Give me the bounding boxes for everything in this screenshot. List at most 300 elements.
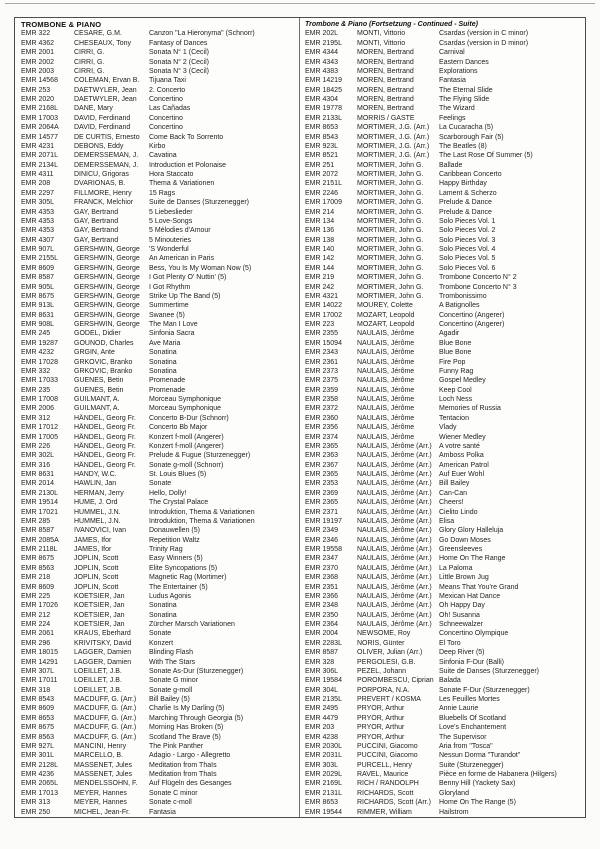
emr-number: EMR 8653: [305, 124, 339, 132]
composer: JOPLIN, Scott: [74, 583, 119, 591]
emr-number: EMR 2195L: [305, 39, 342, 47]
title: I Got Plenty O' Nuttin' (5): [149, 274, 227, 282]
composer: NAULAIS, Jérôme (Arr.): [357, 564, 432, 572]
table-row: [21, 339, 299, 348]
title: An American in Paris: [149, 255, 214, 263]
composer: MOZART, Leopold: [357, 321, 415, 328]
emr-number: EMR 2065L: [21, 780, 58, 788]
table-row: [21, 67, 299, 76]
emr-number: EMR 8587: [21, 274, 55, 282]
composer: KRIVITSKY, David: [74, 639, 132, 647]
table-row: [305, 311, 585, 320]
title: American Patrol: [439, 461, 489, 469]
emr-number: EMR 14022: [305, 302, 342, 310]
composer: NAULAIS, Jérôme: [357, 358, 415, 366]
emr-number: EMR 19197: [305, 517, 342, 525]
table-row: [21, 676, 299, 685]
emr-number: EMR 913L: [21, 302, 55, 310]
composer: MORTIMER, John G.: [357, 264, 424, 272]
table-row: [21, 329, 299, 338]
composer: PEZEL, Johann: [357, 667, 407, 675]
composer: KRAUS, Eberhard: [74, 630, 131, 638]
emr-number: EMR 2001: [21, 49, 55, 57]
composer: MOREN, Bertrand: [357, 49, 414, 57]
table-row: [21, 686, 299, 695]
emr-number: EMR 2061: [21, 630, 55, 638]
emr-number: EMR 332: [21, 367, 51, 375]
composer: MACDUFF, G. (Arr.): [74, 696, 137, 703]
title: Concertino Olympique: [439, 630, 509, 638]
emr-number: EMR 4362: [21, 39, 55, 47]
title: Cavatina: [149, 152, 177, 160]
composer: NAULAIS, Jérôme: [357, 396, 415, 403]
composer: MORTIMER, John G.: [357, 255, 424, 263]
composer: HUME, J. Ord: [74, 499, 118, 507]
emr-number: EMR 2373: [305, 367, 339, 375]
title: Blue Bone: [439, 349, 472, 357]
composer: GUILMANT, A.: [74, 405, 120, 413]
table-row: [305, 517, 585, 526]
emr-number: EMR 4231: [21, 142, 55, 150]
title: Prelude & Dance: [439, 208, 492, 216]
emr-number: EMR 2347: [305, 555, 339, 563]
composer: KOETSIER, Jan: [74, 621, 125, 628]
table-row: [21, 695, 299, 704]
composer: GERSHWIN, George: [74, 255, 140, 263]
emr-number: EMR 2346: [305, 536, 339, 544]
table-row: [305, 95, 585, 104]
title: Concertino (Angerer): [439, 311, 505, 319]
composer: MONTI, Vittorio: [357, 39, 406, 47]
emr-number: EMR 306L: [305, 667, 339, 675]
table-row: [305, 67, 585, 76]
composer: NAULAIS, Jérôme: [357, 433, 415, 441]
table-row: [21, 414, 299, 423]
title: Csardas (version in D minor): [439, 39, 529, 47]
composer: MACDUFF, G. (Arr.): [74, 733, 137, 741]
composer: NAULAIS, Jérôme: [357, 386, 415, 394]
emr-number: EMR 242: [305, 283, 335, 291]
composer: MORTIMER, John G.: [357, 227, 424, 235]
composer: HUMMEL, J.N.: [74, 517, 121, 525]
composer: NAULAIS, Jérôme (Arr.): [357, 517, 432, 525]
table-row: [305, 695, 585, 704]
title: Oh! Susanna: [439, 611, 480, 619]
composer: NAULAIS, Jérôme (Arr.): [357, 621, 432, 628]
emr-number: EMR 328: [305, 658, 335, 666]
emr-number: EMR 223: [305, 321, 335, 328]
composer: JOPLIN, Scott: [74, 564, 119, 572]
emr-number: EMR 225: [21, 592, 51, 600]
table-row: [305, 442, 585, 451]
column-left: [15, 18, 299, 817]
title: Thema & Variationen: [149, 180, 215, 188]
title: Happy Birthday: [439, 180, 487, 188]
composer: NAULAIS, Jérôme (Arr.): [357, 546, 432, 553]
table-row: [305, 789, 585, 798]
emr-number: EMR 2370: [305, 564, 339, 572]
emr-number: EMR 18015: [21, 649, 58, 657]
composer: PERGOLESI, G.B.: [357, 658, 416, 666]
emr-number: EMR 2072: [305, 171, 339, 178]
title: 5 Love-Songs: [149, 217, 193, 225]
emr-number: EMR 19544: [305, 808, 342, 816]
emr-number: EMR 2085A: [21, 536, 59, 544]
title: Sinfonia Sacra: [149, 330, 195, 338]
table-row: [21, 358, 299, 367]
title: Deep River (5): [439, 649, 485, 657]
emr-number: EMR 4236: [21, 771, 55, 778]
composer: COLEMAN, Ervan B.: [74, 77, 140, 85]
title: Donauwellen (5): [149, 527, 200, 535]
emr-number: EMR 19287: [21, 339, 58, 347]
title: 5 Mélodies d'Amour: [149, 227, 211, 235]
table-row: [21, 367, 299, 376]
emr-number: EMR 17005: [21, 433, 58, 441]
title: Scarborough Fair (5): [439, 133, 504, 141]
composer: DINICU, Grigoras: [74, 171, 129, 178]
title: Keep Cool: [439, 386, 472, 394]
emr-number: EMR 2343: [305, 349, 339, 357]
title: 2. Concerto: [149, 86, 186, 94]
title: Magnetic Rag (Mortimer): [149, 574, 227, 582]
table-row: [21, 442, 299, 451]
composer: PRYOR, Arthur: [357, 714, 405, 722]
title: Strike Up The Band (5): [149, 292, 221, 300]
composer: JOPLIN, Scott: [74, 555, 119, 563]
emr-number: EMR 8609: [21, 264, 55, 272]
composer: PUCCINI, Giacomo: [357, 752, 418, 760]
title: Gospel Medley: [439, 377, 486, 385]
table-row: [21, 592, 299, 601]
composer: MOREN, Bertrand: [357, 67, 414, 75]
title: Summertime: [149, 302, 189, 310]
title: I Got Rhythm: [149, 283, 191, 291]
emr-number: EMR 250: [21, 808, 51, 816]
table-row: [305, 733, 585, 742]
title: Lament & Scherzo: [439, 189, 497, 197]
table-row: [21, 433, 299, 442]
emr-number: EMR 2349: [305, 527, 339, 535]
table-row: [305, 742, 585, 751]
title: Meditation from Thaïs: [149, 761, 217, 769]
emr-number: EMR 2355: [305, 330, 339, 338]
title: Little Brown Jug: [439, 574, 489, 582]
composer: GERSHWIN, George: [74, 283, 140, 291]
title: Promenade: [149, 377, 186, 385]
emr-number: EMR 8631: [21, 471, 55, 478]
title: The Crystal Palace: [149, 499, 209, 507]
title: Vlady: [439, 424, 457, 432]
table-row: [21, 545, 299, 554]
composer: NAULAIS, Jérôme (Arr.): [357, 442, 432, 450]
emr-number: EMR 8609: [21, 705, 55, 713]
title: Love's Enchantement: [439, 724, 507, 732]
table-row: [305, 142, 585, 151]
emr-number: EMR 2133L: [305, 114, 342, 122]
title: Annie Laurie: [439, 705, 479, 713]
table-row: [21, 39, 299, 48]
emr-number: EMR 313: [21, 799, 51, 807]
composer: NAULAIS, Jérôme: [357, 349, 415, 357]
table-row: [305, 179, 585, 188]
composer: NAULAIS, Jérôme (Arr.): [357, 480, 432, 488]
table-row: [305, 667, 585, 676]
emr-number: EMR 2364: [305, 621, 339, 628]
table-row: [305, 358, 585, 367]
table-row: [305, 348, 585, 357]
title: Bess, You Is My Woman Now (5): [149, 264, 252, 272]
title: Sonata N° 2 (Cecil): [149, 58, 209, 66]
title: Sonatina: [149, 349, 177, 357]
composer: PUCCINI, Giacomo: [357, 742, 418, 750]
title: Introduktion, Thema & Variationen: [149, 508, 255, 516]
composer: MORTIMER, John G.: [357, 161, 424, 169]
emr-number: EMR 2365: [305, 471, 339, 478]
emr-number: EMR 2155L: [21, 255, 58, 263]
table-row: [305, 254, 585, 263]
title: Explorations: [439, 67, 478, 75]
table-row: [305, 770, 585, 779]
title: Greensleeves: [439, 546, 483, 553]
composer: IVANOVICI, Ivan: [74, 527, 126, 535]
title: Trombonissimo: [439, 292, 487, 300]
composer: MORTIMER, J.G. (Arr.): [357, 124, 430, 132]
composer: MOREN, Bertrand: [357, 86, 414, 94]
emr-number: EMR 17008: [21, 396, 58, 403]
table-row: [21, 142, 299, 151]
composer: DEMERSSEMAN, J.: [74, 152, 139, 160]
title: Sonate c-moll: [149, 799, 192, 807]
composer: DAETWYLER, Jean: [74, 86, 137, 94]
title: Sonatina: [149, 611, 177, 619]
title: Elisa: [439, 517, 455, 525]
emr-number: EMR 18425: [305, 86, 342, 94]
catalog-table: [14, 17, 586, 818]
emr-number: EMR 907L: [21, 246, 55, 253]
emr-number: EMR 8563: [21, 733, 55, 741]
title: La Cucaracha (5): [439, 124, 494, 132]
table-row: [305, 104, 585, 113]
table-row: [21, 264, 299, 273]
composer: FRANCK, Melchior: [74, 199, 134, 207]
table-row: [21, 254, 299, 263]
composer: LOEILLET, J.B.: [74, 667, 122, 675]
emr-number: EMR 2374: [305, 433, 339, 441]
composer: HERMAN, Jerry: [74, 489, 124, 497]
title: Caribbean Concerto: [439, 171, 502, 178]
table-row: [305, 245, 585, 254]
emr-number: EMR 2004: [305, 630, 339, 638]
title: Hailstrom: [439, 808, 469, 816]
composer: GAY, Bertrand: [74, 208, 119, 216]
title: Gloryland: [439, 789, 469, 797]
table-row: [21, 770, 299, 779]
emr-number: EMR 17003: [21, 114, 58, 122]
composer: NAULAIS, Jérôme (Arr.): [357, 602, 432, 610]
emr-number: EMR 17028: [21, 358, 58, 366]
emr-number: EMR 2118L: [21, 546, 58, 553]
table-row: [21, 554, 299, 563]
emr-number: EMR 8631: [21, 311, 55, 319]
emr-number: EMR 2358: [305, 396, 339, 403]
emr-number: EMR 8587: [305, 649, 339, 657]
title: Glory Glory Halleluja: [439, 527, 504, 535]
title: The Wizard: [439, 105, 475, 113]
table-row: [305, 292, 585, 301]
emr-number: EMR 2169L: [305, 780, 342, 788]
table-row: [305, 86, 585, 95]
table-row: [21, 386, 299, 395]
table-row: [305, 367, 585, 376]
composer: LOEILLET, J.B.: [74, 677, 122, 685]
composer: MORTIMER, John G.: [357, 292, 424, 300]
composer: GOUNOD, Charles: [74, 339, 134, 347]
composer: CIRRI, G.: [74, 58, 105, 66]
table-row: [305, 761, 585, 770]
title: El Toro: [439, 639, 461, 647]
emr-number: EMR 2353: [305, 480, 339, 488]
composer: NAULAIS, Jérôme (Arr.): [357, 611, 432, 619]
composer: MORTIMER, John G.: [357, 189, 424, 197]
table-row: [21, 179, 299, 188]
table-row: [305, 536, 585, 545]
table-row: [305, 470, 585, 479]
table-row: [21, 536, 299, 545]
title: La Paloma: [439, 564, 473, 572]
emr-number: EMR 19778: [305, 105, 342, 113]
emr-number: EMR 301L: [21, 752, 55, 760]
title: Nessun Dorma "Turandot": [439, 752, 521, 760]
title: Concertino: [149, 114, 183, 122]
composer: MOREN, Bertrand: [357, 77, 414, 85]
composer: NAULAIS, Jérôme: [357, 405, 415, 413]
table-row: [305, 39, 585, 48]
title: Balada: [439, 677, 461, 685]
title: Auf Euer Wohl: [439, 471, 485, 478]
table-row: [21, 292, 299, 301]
composer: MOREN, Bertrand: [357, 58, 414, 66]
composer: MACDUFF, G. (Arr.): [74, 714, 137, 722]
emr-number: EMR 253: [21, 86, 51, 94]
composer: HÄNDEL, Georg Fr.: [74, 414, 136, 422]
table-row: [21, 189, 299, 198]
title: Auf Flügeln des Gesanges: [149, 780, 232, 788]
table-row: [21, 348, 299, 357]
composer: MORTIMER, John G.: [357, 246, 424, 253]
emr-number: EMR 2006: [21, 405, 55, 413]
composer: PRYOR, Arthur: [357, 733, 405, 741]
table-row: [21, 451, 299, 460]
table-row: [305, 226, 585, 235]
emr-number: EMR 14568: [21, 77, 58, 85]
table-row: [305, 301, 585, 310]
title: Agadir: [439, 330, 460, 338]
emr-number: EMR 17013: [21, 789, 58, 797]
table-row: [305, 217, 585, 226]
composer: HÄNDEL, Georg Fr.: [74, 442, 136, 450]
composer: MOUREY, Colette: [357, 302, 413, 310]
table-row: [21, 95, 299, 104]
composer: NAULAIS, Jérôme (Arr.): [357, 452, 432, 460]
title: Amboss Polka: [439, 452, 484, 460]
table-row: [305, 714, 585, 723]
composer: PRYOR, Arthur: [357, 705, 405, 713]
emr-number: EMR 144: [305, 264, 335, 272]
title: Blue Bone: [439, 339, 472, 347]
composer: HAWLIN, Jan: [74, 480, 117, 488]
composer: HANDY, W.C.: [74, 471, 117, 478]
title: 15 Rags: [149, 189, 176, 197]
composer: FILLMORE, Henry: [74, 189, 132, 197]
composer: NAULAIS, Jérôme (Arr.): [357, 583, 432, 591]
table-row: [21, 104, 299, 113]
table-row: [305, 658, 585, 667]
emr-number: EMR 2246: [305, 189, 339, 197]
composer: GERSHWIN, George: [74, 311, 140, 319]
table-row: [305, 629, 585, 638]
emr-number: EMR 4343: [305, 58, 339, 66]
composer: RICHARDS, Scott (Arr.): [357, 799, 431, 807]
title: Solo Pieces Vol. 4: [439, 246, 496, 253]
title: Benny Hill (Yackety Sax): [439, 780, 516, 788]
composer: MONTI, Vittorio: [357, 30, 406, 38]
right-rows: [305, 29, 585, 817]
title: Tentacion: [439, 414, 469, 422]
table-row: [21, 423, 299, 432]
title: Sonata N° 1 (Cecil): [149, 49, 209, 57]
emr-number: EMR 17026: [21, 602, 58, 610]
emr-number: EMR 2372: [305, 405, 339, 413]
composer: MORTIMER, J.G. (Arr.): [357, 152, 430, 160]
composer: NAULAIS, Jérôme (Arr.): [357, 461, 432, 469]
table-row: [305, 170, 585, 179]
emr-number: EMR 208: [21, 180, 51, 188]
composer: NAULAIS, Jérôme: [357, 414, 415, 422]
composer: KOETSIER, Jan: [74, 592, 125, 600]
composer: MOZART, Leopold: [357, 311, 415, 319]
emr-number: EMR 17021: [21, 508, 58, 516]
emr-number: EMR 4479: [305, 714, 339, 722]
composer: JAMES, Ifor: [74, 536, 112, 544]
emr-number: EMR 2014: [21, 480, 55, 488]
emr-number: EMR 14291: [21, 658, 58, 666]
title: Mexican Hat Dance: [439, 592, 501, 600]
table-row: [305, 386, 585, 395]
table-row: [305, 283, 585, 292]
emr-number: EMR 318: [21, 686, 51, 694]
composer: RICHARDS, Scott: [357, 789, 414, 797]
emr-number: EMR 2135L: [305, 696, 342, 703]
composer: DANE, Mary: [74, 105, 113, 113]
emr-number: EMR 4304: [305, 96, 339, 103]
table-row: [305, 76, 585, 85]
composer: RAVEL, Maurice: [357, 771, 409, 778]
table-row: [21, 198, 299, 207]
table-row: [305, 208, 585, 217]
table-row: [305, 564, 585, 573]
composer: MORRIS / GASTE: [357, 114, 415, 122]
emr-number: EMR 214: [305, 208, 335, 216]
table-row: [21, 217, 299, 226]
title: Can-Can: [439, 489, 468, 497]
table-row: [305, 723, 585, 732]
table-row: [21, 273, 299, 282]
title: Sonate G minor: [149, 677, 199, 685]
table-row: [21, 311, 299, 320]
composer: LAGGER, Damien: [74, 658, 132, 666]
emr-number: EMR 17002: [305, 311, 342, 319]
